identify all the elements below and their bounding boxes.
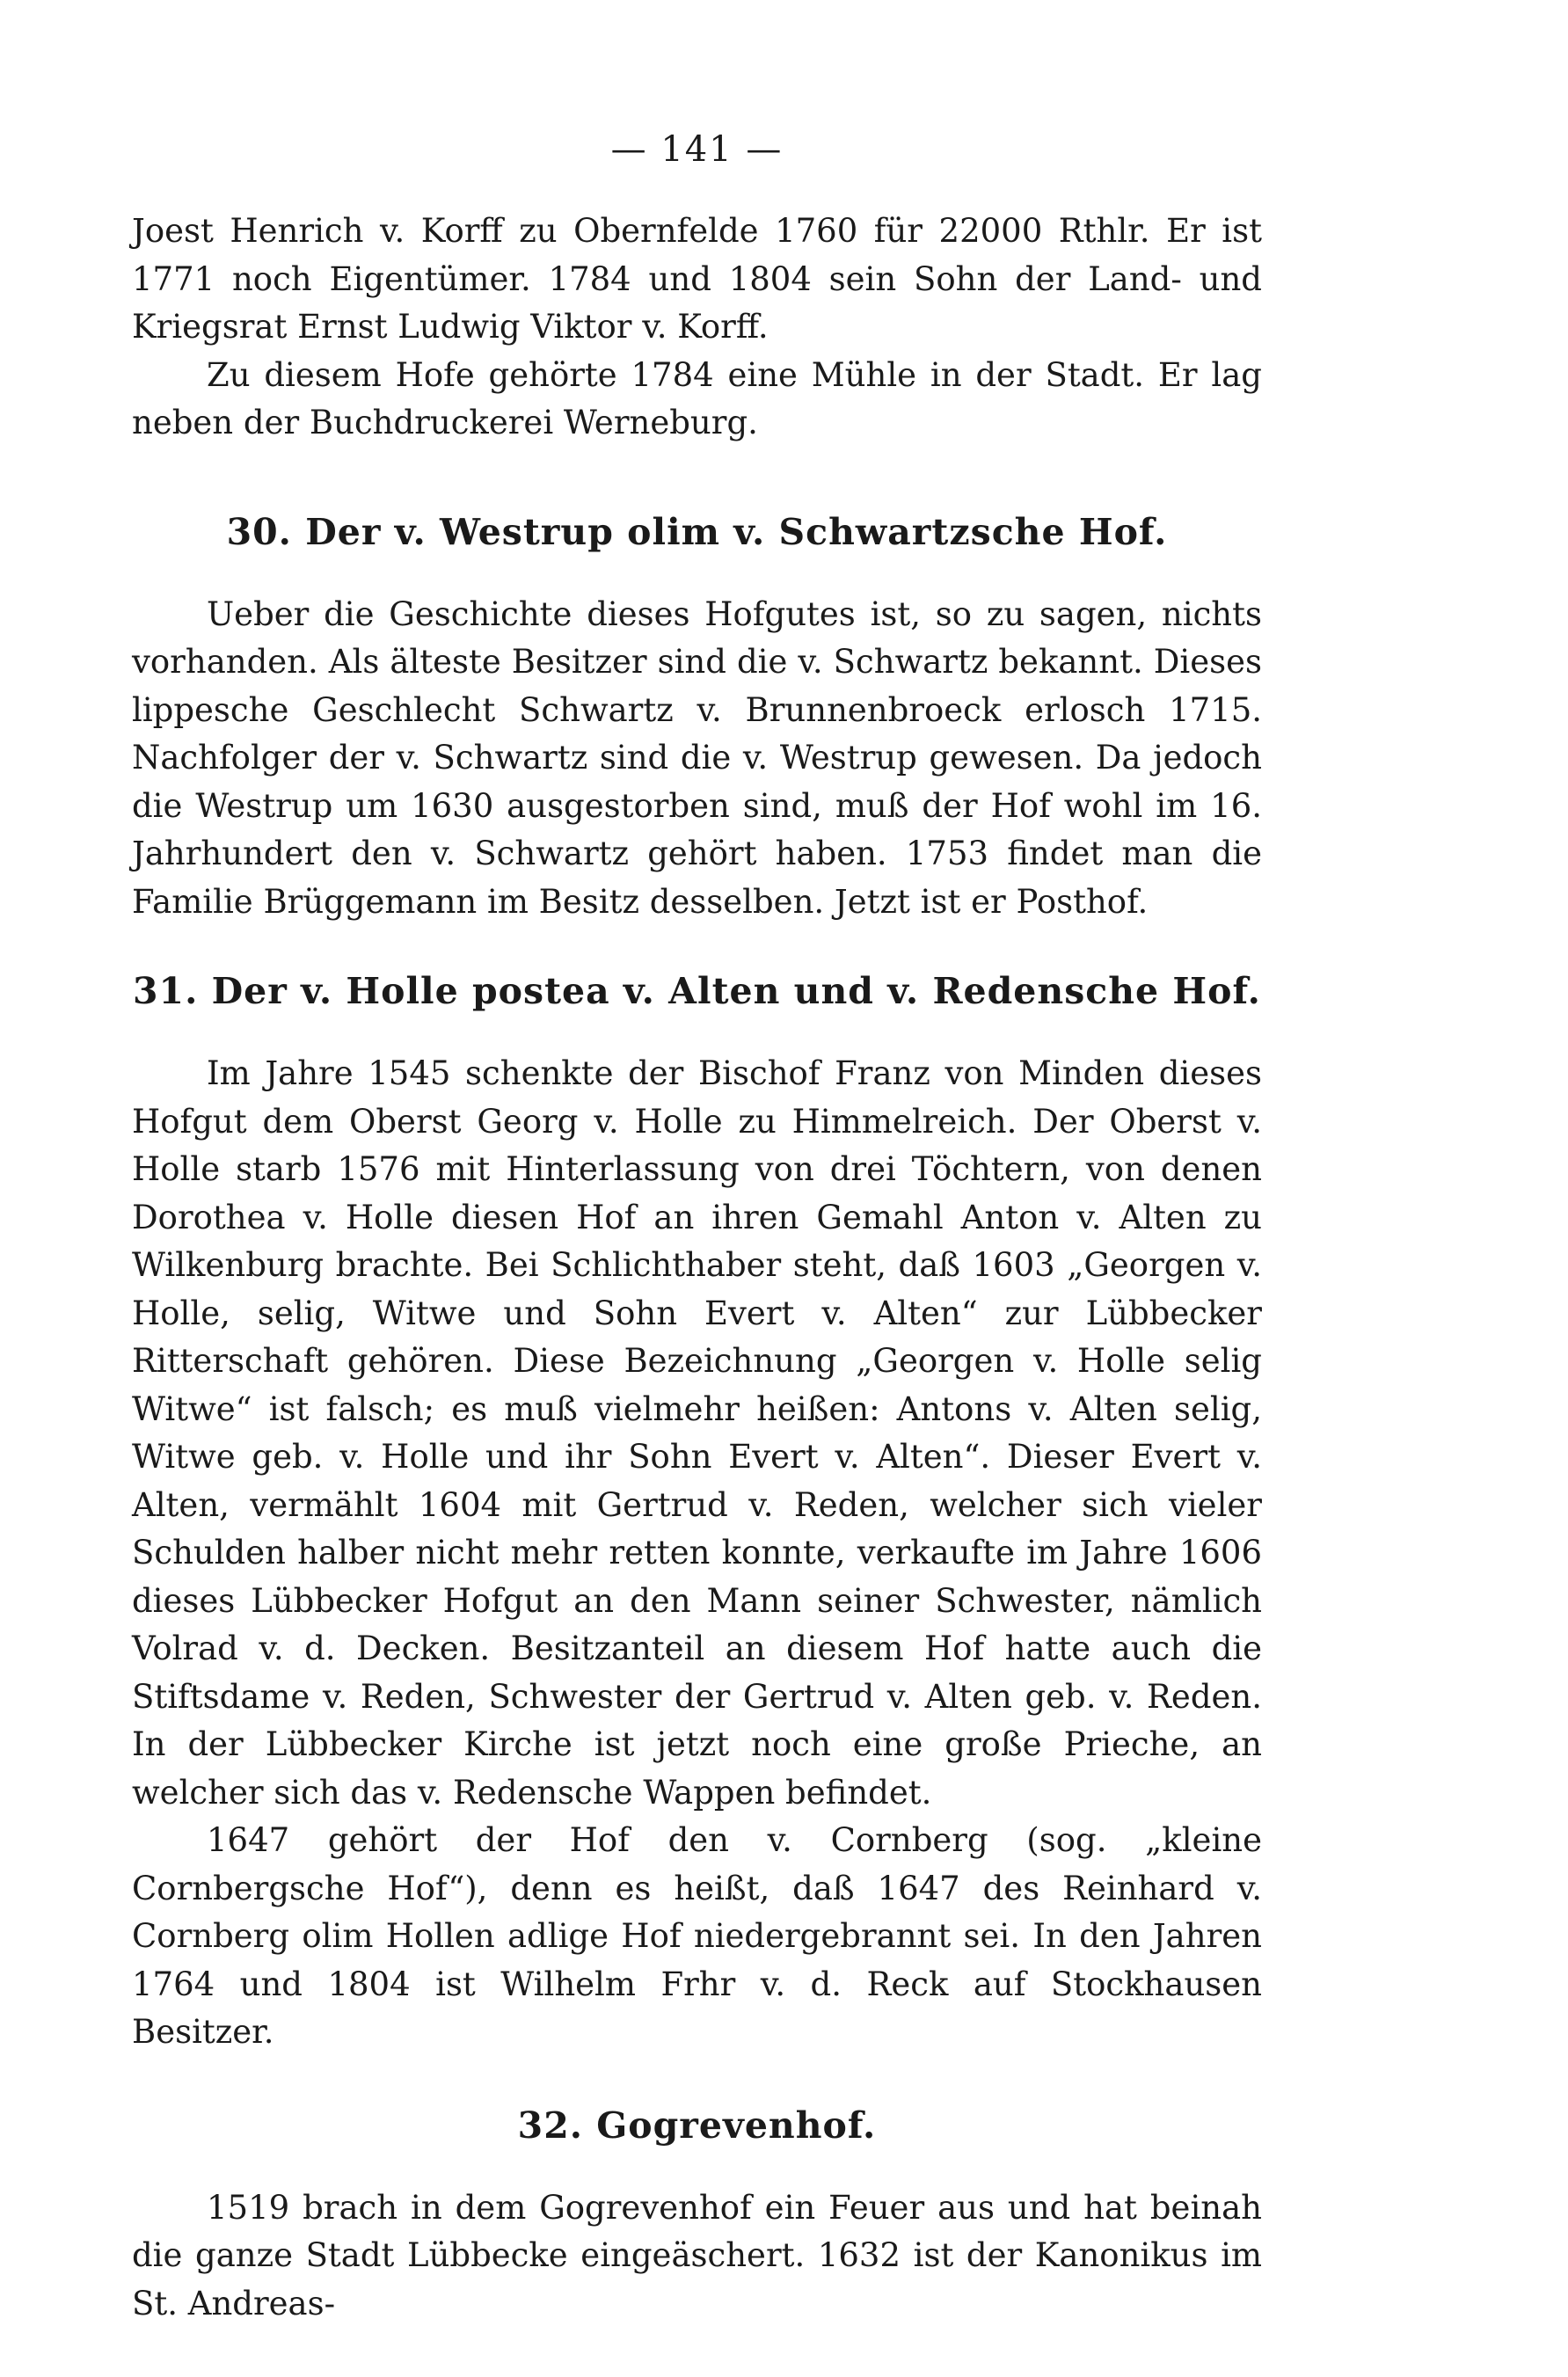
heading-section-31: 31. Der v. Holle postea v. Alten und v. Redensche Hof. [133,970,1261,1012]
heading-section-30: 30. Der v. Westrup olim v. Schwartzsche Hof. [226,510,1168,553]
paragraph-section-30: Ueber die Geschichte dieses Hofgutes ist, so zu sagen, nichts vorhanden. Als älteste Besitzer sind die v. Schwartz bekannt. Dieses lippesche Geschlecht Schwartz v. Brunnenbroeck erlosch 1715. Nachfolger der v. Schwartz sind die v. Westrup gewesen. Da jedoch die Westrup um 1630 ausgestorben sind, muß der Hof wohl im 16. Jahrhundert den v. Schwartz gehört haben. 1753 findet man die Familie Brüggemann im Besitz desselben. Jetzt ist er Posthof. [132,594,1262,921]
paragraph-section-31-a: Im Jahre 1545 schenkte der Bischof Franz von Minden dieses Hofgut dem Oberst Georg v. Holle zu Himmelreich. Der Oberst v. Holle starb 1576 mit Hinterlassung von drei Töchtern, von denen Dorothea v. Holle diesen Hof an ihren Gemahl Anton v. Alten zu Wilkenburg brachte. Bei Schlichthaber steht, daß 1603 „Georgen v. Holle, selig, Witwe und Sohn Evert v. Alten“ zur Lübbecker Ritterschaft gehören. Diese Bezeichnung „Georgen v. Holle selig Witwe“ ist falsch; es muß vielmehr heißen: Antons v. Alten selig, Witwe geb. v. Holle und ihr Sohn Evert v. Alten“. Dieser Evert v. Alten, vermählt 1604 mit Gertrud v. Reden, welcher sich vieler Schulden halber nicht mehr retten konnte, verkaufte im Jahre 1606 dieses Lübbecker Hofgut an den Mann seiner Schwester, nämlich Volrad v. d. Decken. Besitzanteil an diesem Hof hatte auch die Stiftsdame v. Reden, Schwester der Gertrud v. Alten geb. v. Reden. In der Lübbecker Kirche ist jetzt noch eine große Prieche, an welcher sich das v. Redensche Wappen befindet. [132,1054,1262,1812]
paragraph-section-31-b: 1647 gehört der Hof den v. Cornberg (sog. „kleine Cornbergsche Hof“), denn es heißt, daß 1647 des Reinhard v. Cornberg olim Hollen adlige Hof niedergebrannt sei. In den Jahren 1764 und 1804 ist Wilhelm Frhr v. d. Reck auf Stockhausen Besitzer. [132,1821,1262,2051]
paragraph-section-32: 1519 brach in dem Gogrevenhof ein Feuer aus und hat beinah die ganze Stadt Lübbecke eingeäschert. 1632 ist der Kanonikus im St. Andreas- [132,2188,1262,2322]
paragraph-korff: Joest Henrich v. Korff zu Obernfelde 1760 für 22000 Rthlr. Er ist 1771 noch Eigentümer. 1784 und 1804 sein Sohn der Land- und Kriegsrat Ernst Ludwig Viktor v. Korff. [132,212,1262,346]
document-page [132,129,1262,2328]
paragraph-muehle: Zu diesem Hofe gehörte 1784 eine Mühle in der Stadt. Er lag neben der Buchdruckerei Werneburg. [132,355,1262,441]
page-number: — 141 — [610,129,784,170]
heading-section-32: 32. Gogrevenhof. [517,2104,877,2147]
